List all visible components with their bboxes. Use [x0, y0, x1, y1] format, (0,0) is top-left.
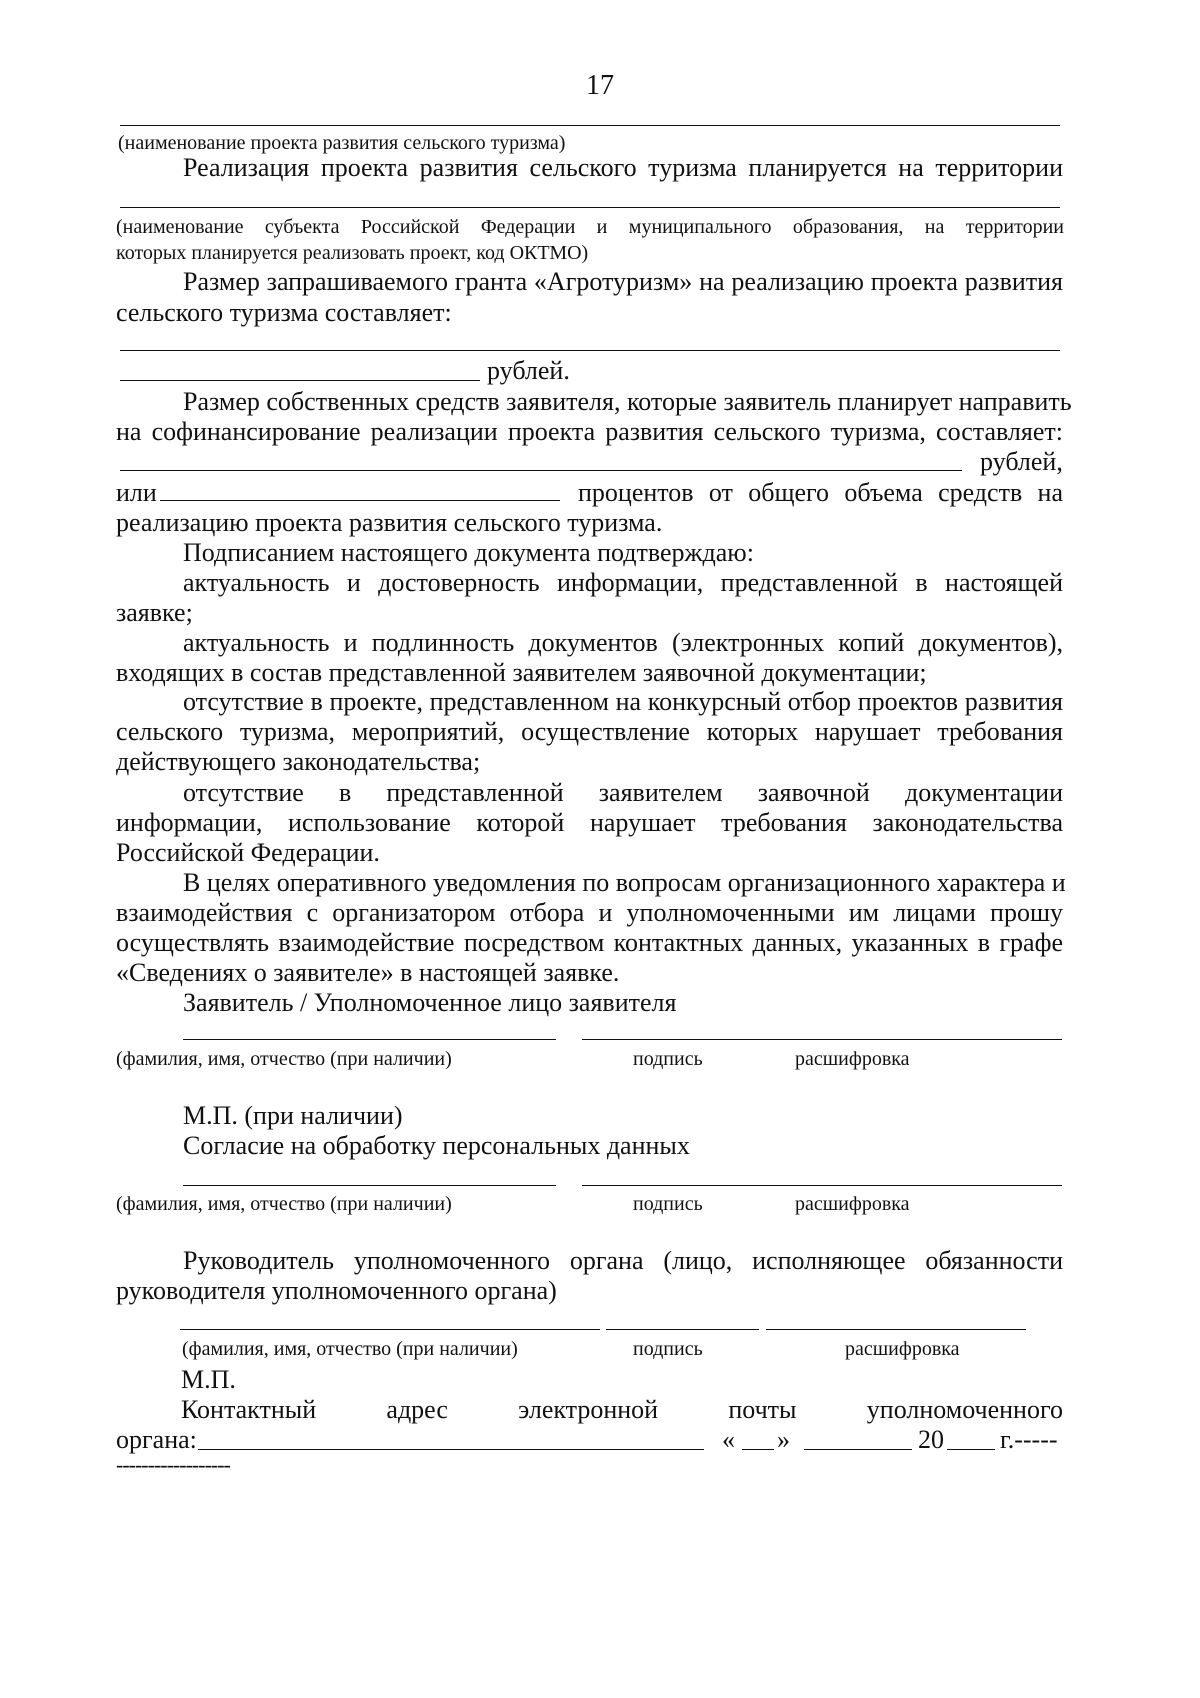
head-signature-field[interactable] — [606, 1329, 759, 1330]
contact-line1: Контактный адрес электронной почты уполномоченного — [181, 1395, 1063, 1424]
grant-amount-rubles-field[interactable] — [120, 380, 480, 381]
stamp-if-any: М.П. (при наличии) — [183, 1101, 403, 1130]
page-number: 17 — [586, 70, 614, 101]
sig2-signature-caption: подпись — [633, 1193, 703, 1215]
stamp-label: М.П. — [181, 1365, 236, 1394]
item2-line1: актуальность и подлинность документов (электронных копий документов), — [183, 628, 1063, 657]
date-year-suffix: г.----- — [1000, 1425, 1058, 1454]
head-line1: Руководитель уполномоченного органа (лицо, исполняющее обязанности — [183, 1246, 1063, 1275]
contact-email-field[interactable] — [198, 1449, 704, 1450]
head-line2: руководителя уполномоченного органа) — [116, 1276, 557, 1305]
date-month-field[interactable] — [804, 1449, 912, 1450]
percent-line-2: реализацию проекта развития сельского туризма. — [116, 508, 663, 537]
rubles-comma-label: рублей, — [980, 447, 1063, 476]
own-funds-amount-field[interactable] — [120, 470, 962, 471]
contact-organ-label: органа: — [116, 1425, 197, 1454]
date-day-field[interactable] — [742, 1449, 774, 1450]
date-year-prefix: 20 — [918, 1425, 944, 1454]
item4-line3: Российской Федерации. — [116, 838, 380, 867]
or-label: или — [116, 478, 157, 507]
percent-text: процентов от общего объема средств на — [578, 478, 1063, 507]
consent-label: Согласие на обработку персональных данных — [183, 1131, 690, 1160]
trailing-dashes: ------------------ — [116, 1452, 230, 1477]
sig3-decoding-caption: расшифровка — [845, 1338, 960, 1360]
confirm-intro: Подписанием настоящего документа подтверждаю: — [183, 538, 754, 567]
item3-line3: действующего законодательства; — [116, 747, 481, 776]
own-funds-percent-field[interactable] — [160, 500, 560, 501]
consent-fio-field[interactable] — [183, 1185, 556, 1186]
caption-territory-line2: которых планируется реализовать проект, код ОКТМО) — [116, 242, 589, 264]
caption-territory-line1: (наименование субъекта Российской Федерации и муниципального образования, на территории — [116, 216, 1064, 238]
sig2-fio-caption: (фамилия, имя, отчество (при наличии) — [116, 1193, 452, 1215]
grant-line-2: сельского туризма составляет: — [116, 298, 452, 327]
project-name-field[interactable] — [120, 125, 1060, 126]
item1-line2: заявке; — [116, 598, 193, 627]
head-fio-field[interactable] — [180, 1329, 600, 1330]
own-funds-line-2: на софинансирование реализации проекта развития сельского туризма, составляет: — [116, 417, 1063, 446]
date-quote-close: » — [777, 1425, 790, 1454]
sig3-fio-caption: (фамилия, имя, отчество (при наличии) — [182, 1338, 518, 1360]
notice-line1: В целях оперативного уведомления по вопросам организационного характера и — [183, 868, 1066, 897]
item4-line1: отсутствие в представленной заявителем заявочной документации — [183, 778, 1063, 807]
sig1-signature-caption: подпись — [633, 1048, 703, 1070]
item2-line2: входящих в состав представленной заявителем заявочной документации; — [116, 658, 927, 687]
grant-line-1: Размер запрашиваемого гранта «Агротуризм» на реализацию проекта развития — [183, 267, 1063, 296]
notice-line2: взаимодействия с организатором отбора и уполномоченными им лицами прошу — [116, 898, 1063, 927]
sig2-decoding-caption: расшифровка — [795, 1193, 910, 1215]
own-funds-line-1: Размер собственных средств заявителя, которые заявитель планирует направить — [183, 387, 1072, 416]
applicant-label: Заявитель / Уполномоченное лицо заявителя — [183, 988, 677, 1017]
sig1-decoding-caption: расшифровка — [795, 1048, 910, 1070]
applicant-signature-field[interactable] — [582, 1039, 1062, 1040]
item4-line2: информации, использование которой нарушает требования законодательства — [116, 808, 1063, 837]
date-year-field[interactable] — [947, 1449, 995, 1450]
applicant-fio-field[interactable] — [183, 1039, 556, 1040]
notice-line3: осуществлять взаимодействие посредством контактных данных, указанных в графе — [116, 928, 1063, 957]
notice-line4: «Сведениях о заявителе» в настоящей заявке. — [116, 958, 620, 987]
sig1-fio-caption: (фамилия, имя, отчество (при наличии) — [116, 1048, 452, 1070]
sig3-signature-caption: подпись — [633, 1338, 703, 1360]
rubles-period-label: рублей. — [487, 356, 570, 385]
grant-amount-field[interactable] — [120, 350, 1060, 351]
territory-sentence: Реализация проекта развития сельского туризма планируется на территории — [183, 153, 1063, 182]
date-quote-open: « — [722, 1425, 735, 1454]
territory-field[interactable] — [120, 207, 1060, 208]
item3-line2: сельского туризма, мероприятий, осуществление которых нарушает требования — [116, 717, 1063, 746]
item3-line1: отсутствие в проекте, представленном на конкурсный отбор проектов развития — [183, 687, 1063, 716]
item1-line1: актуальность и достоверность информации, представленной в настоящей — [183, 568, 1063, 597]
consent-signature-field[interactable] — [582, 1185, 1062, 1186]
caption-project-name: (наименование проекта развития сельского туризма) — [118, 132, 566, 154]
head-decoding-field[interactable] — [766, 1329, 1026, 1330]
